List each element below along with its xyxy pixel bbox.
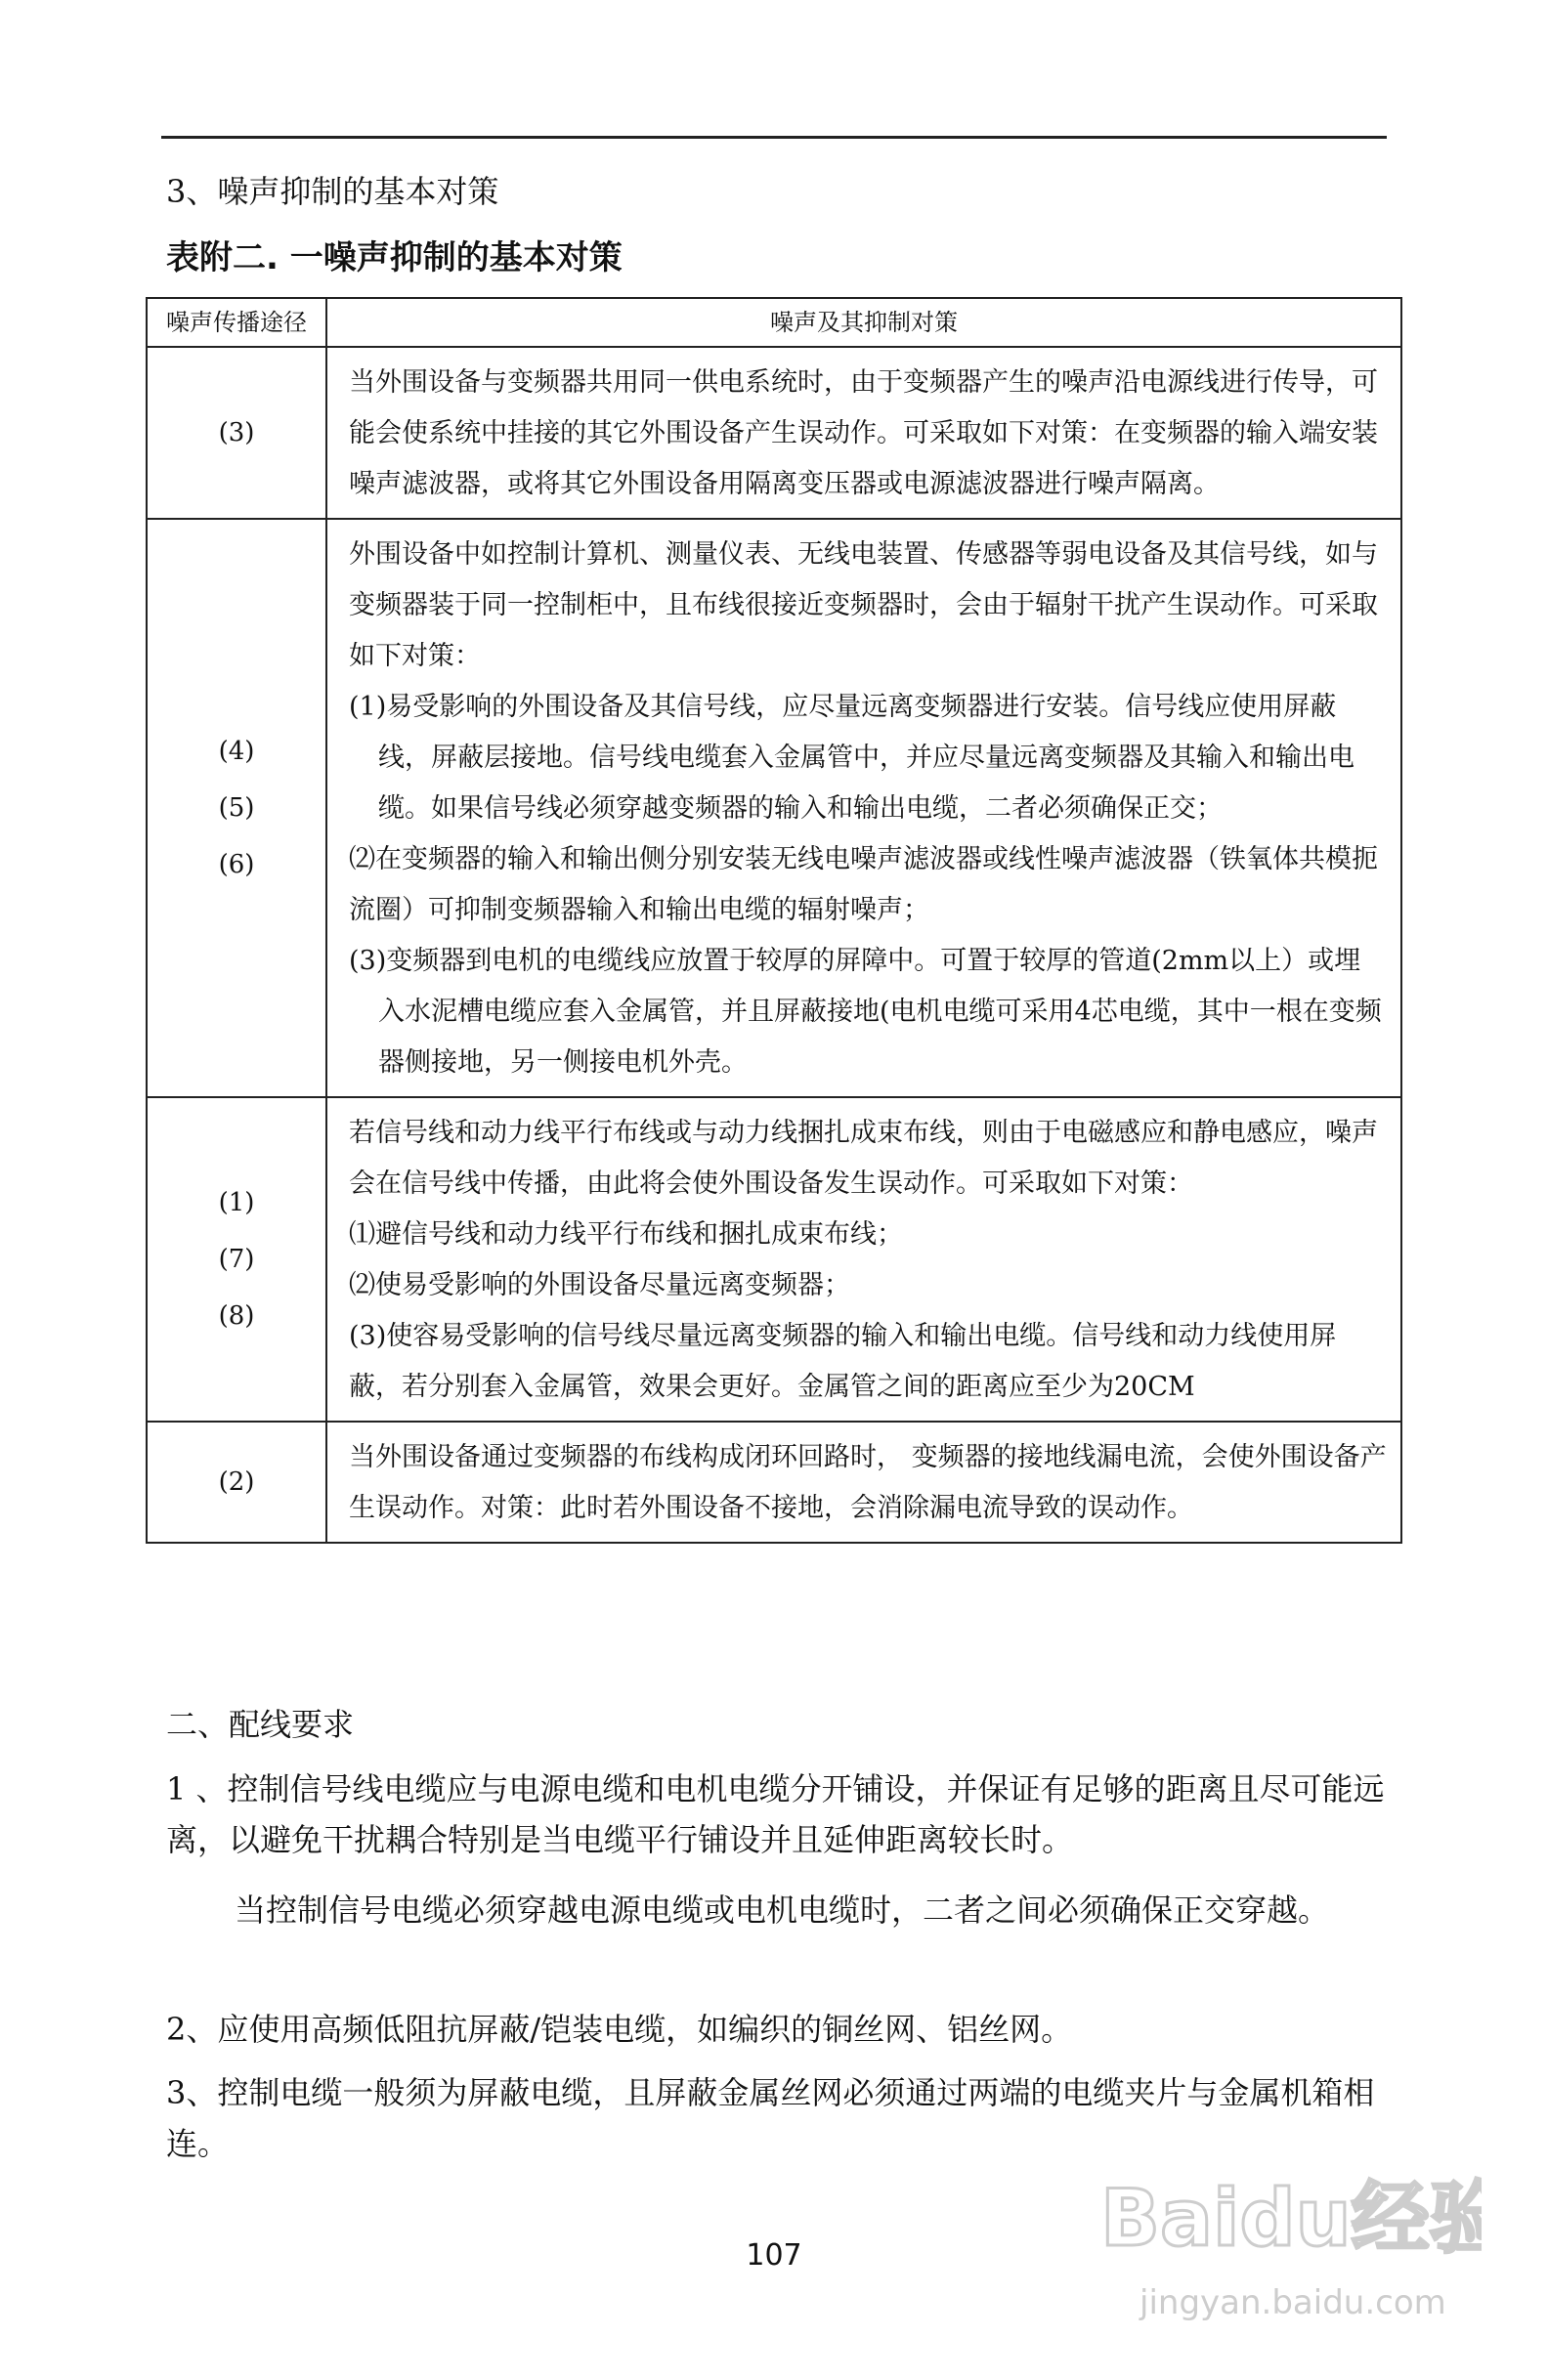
col1-header: 噪声传播途径 [147,298,326,347]
path-number: (6) [218,850,255,879]
table-row [147,347,1401,519]
countermeasure-item: (3)使容易受影响的信号线尽量远离变频器的输入和输出电缆。信号线和动力线使用屏蔽，若分别套入金属管，效果会更好。金属管之间的距离应至少为20CM [349,1321,1337,1402]
wiring-heading: 二、配线要求 [166,1706,355,1743]
countermeasure-text: 当外围设备通过变频器的布线构成闭环回路时， 变频器的接地线漏电流，会使外围设备产生误动作。对策：此时若外围设备不接地，会消除漏电流导致的误动作。 [349,1442,1387,1523]
countermeasure-text: 当外围设备与变频器共用同一供电系统时，由于变频器产生的噪声沿电源线进行传导，可能会使系统中挂接的其它外围设备产生误动作。可采取如下对策：在变频器的输入端安装噪声滤波器，或将其它外围设备用隔离变压器或电源滤波器进行噪声隔离。 [349,367,1378,499]
countermeasure-item: (3)变频器到电机的电缆线应放置于较厚的屏障中。可置于较厚的管道(2mm以上）或埋入水泥槽电缆应套入金属管，并且屏蔽接地(电机电缆可采用4芯电缆，其中一根在变频器侧接地，另一侧接电机外壳。 [349,946,1382,1078]
path-number: (3) [218,418,255,447]
path-number: (7) [218,1245,255,1274]
table-title: 表附二. 一噪声抑制的基本对策 [166,238,623,277]
path-number: (1) [218,1188,255,1217]
baidu-logo-icon [1081,2167,1482,2339]
section-heading: 3、噪声抑制的基本对策 [166,173,499,210]
path-cell [147,519,326,1097]
table-row [147,519,1401,1097]
countermeasure-cell [326,1422,1401,1543]
path-number: (4) [218,737,255,766]
countermeasure-text: 外围设备中如控制计算机、测量仪表、无线电装置、传感器等弱电设备及其信号线，如与变频器装于同一控制柜中，且布线很接近变频器时，会由于辐射干扰产生误动作。可采取如下对策： [349,539,1378,671]
countermeasure-text: 若信号线和动力线平行布线或与动力线捆扎成束布线，则由于电磁感应和静电感应，噪声会在信号线中传播，由此将会使外围设备发生误动作。可采取如下对策： [349,1118,1378,1199]
noise-table [146,297,1402,1544]
countermeasure-item: (1)易受影响的外围设备及其信号线，应尽量远离变频器进行安装。信号线应使用屏蔽线，屏蔽层接地。信号线电缆套入金属管中，并应尽量远离变频器及其输入和输出电缆。如果信号线必须穿越变频器的输入和输出电缆，二者必须确保正交； [349,692,1354,824]
path-cell [147,1097,326,1422]
countermeasure-cell [326,1097,1401,1422]
path-cell [147,1422,326,1543]
wiring-paragraph: 当控制信号电缆必须穿越电源电缆或电机电缆时，二者之间必须确保正交穿越。 [235,1891,1330,1929]
watermark-brand: Baidu经验 [1100,2173,1482,2264]
col2-header: 噪声及其抑制对策 [326,298,1401,347]
page-number: 107 [746,2238,802,2273]
header-rule [161,136,1387,139]
wiring-paragraph: 3、控制电缆一般须为屏蔽电缆，且屏蔽金属丝网必须通过两端的电缆夹片与金属机箱相连。 [166,2074,1375,2162]
path-number: (2) [218,1467,255,1497]
countermeasure-item: ⑴避信号线和动力线平行布线和捆扎成束布线； [349,1219,903,1250]
countermeasure-cell [326,347,1401,519]
countermeasure-item: ⑵在变频器的输入和输出侧分别安装无线电噪声滤波器或线性噪声滤波器（铁氧体共模扼流圈）可抑制变频器输入和输出电缆的辐射噪声； [349,844,1378,925]
table-row [147,1097,1401,1422]
watermark-url: jingyan.baidu.com [1140,2283,1446,2322]
path-cell [147,347,326,519]
countermeasure-item: ⑵使易受影响的外围设备尽量远离变频器； [349,1270,850,1300]
wiring-paragraph: 2、应使用高频低阻抗屏蔽/铠装电缆，如编织的铜丝网、铝丝网。 [166,2011,1073,2048]
table-header-row [147,298,1401,347]
path-number: (8) [218,1301,255,1331]
table-row [147,1422,1401,1543]
baidu-watermark [1081,2167,1482,2339]
wiring-paragraph: 1 、控制信号线电缆应与电源电缆和电机电缆分开铺设，并保证有足够的距离且尽可能远离，以避免干扰耦合特别是当电缆平行铺设并且延伸距离较长时。 [166,1770,1385,1858]
path-number: (5) [218,793,255,823]
countermeasure-cell [326,519,1401,1097]
